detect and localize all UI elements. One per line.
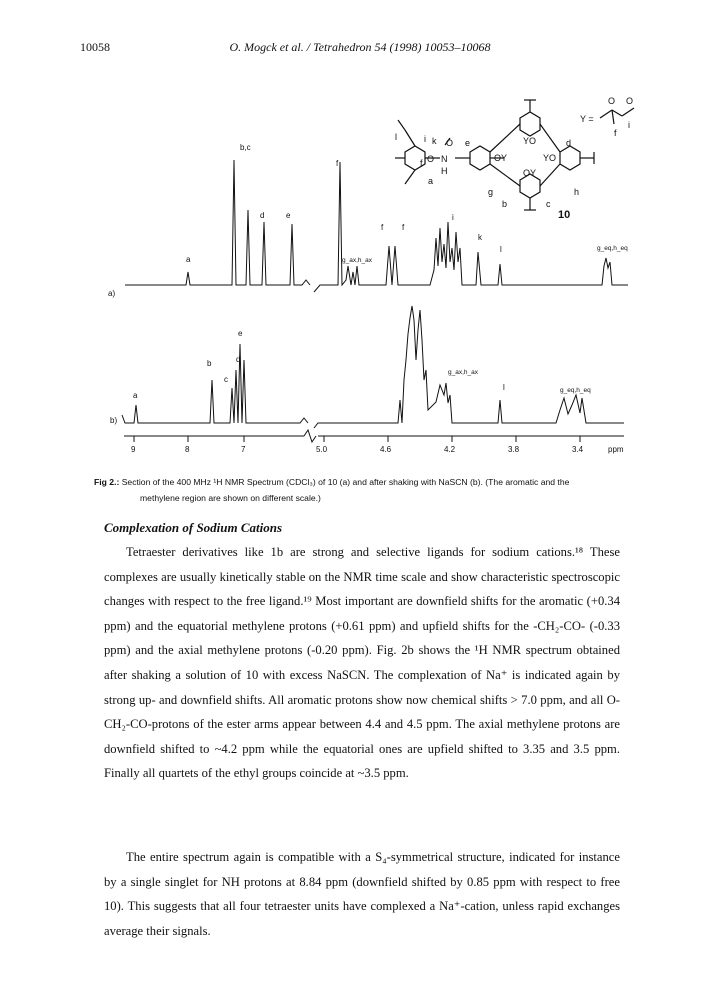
peak-label: f (336, 159, 339, 168)
paragraph-text: The entire spectrum again is compatible with a S₄-symmetrical structure, indicated for instance by a single singlet for NH protons at 8.84 ppm (downfield shifted by 0.85 ppm with respect to free 10). This suggests that all four tetraester units have complexed a Na⁺-cation, unless rapid exchanges average their signals. (104, 850, 620, 938)
compound-number: 10 (558, 209, 571, 221)
struct-label: f (420, 158, 423, 168)
peak-label: g_ax,h_ax (342, 257, 372, 264)
trace-a-labels (108, 143, 628, 298)
axis-tick-label: 4.6 (380, 445, 392, 454)
struct-label: O (446, 138, 454, 148)
struct-label: OY (523, 168, 537, 178)
struct-label: i (424, 134, 426, 144)
struct-label: f (614, 128, 617, 138)
peak-label: f (402, 223, 405, 232)
struct-label: e (465, 138, 471, 148)
peak-label: i (452, 213, 454, 222)
figure-caption (94, 474, 654, 506)
struct-label: h (574, 187, 580, 197)
axis-tick-label: 9 (131, 445, 136, 454)
trace-b-labels (110, 329, 591, 425)
peak-label: l (503, 383, 505, 392)
struct-label: a (428, 176, 434, 186)
struct-label: O (608, 96, 616, 106)
running-header: O. Mogck et al. / Tetrahedron 54 (1998) 10053–10068 (229, 40, 491, 54)
struct-label: H (441, 166, 448, 176)
peak-label: c (224, 375, 228, 384)
structure-labels (395, 96, 633, 221)
axis-tick-label: 4.2 (444, 445, 456, 454)
peak-label: k (478, 233, 482, 242)
axis-tick-label: 3.4 (572, 445, 584, 454)
struct-label: l (395, 132, 397, 142)
struct-label: i (628, 120, 630, 130)
paragraph-text: Tetraester derivatives like 1b are strong and selective ligands for sodium cations.¹⁸ These complexes are usually kinetically stable on the NMR time scale and show characteristic spectroscopic changes with respect to the free ligand.¹⁹ Most important are downfield shifts for the aromatic (+0.34 ppm) and the equatorial methylene protons (+0.61 ppm) and upfield shifts for the -CH₂-CO- (-0.33 ppm) and the axial methylene protons (-0.20 ppm). Fig. 2b shows the ¹H NMR spectrum obtained after shaking a solution of 10 with excess NaSCN. The complexation of Na⁺ is indicated again by strong up- and downfield shifts. All aromatic protons show now chemical shifts > 7.0 ppm, and all O-CH₂-CO-protons of the ester arms appear between 4.4 and 4.5 ppm. The axial methylene protons are downfield shifted to ~4.2 ppm while the equatorial ones are upfield shifted to 3.35 and 3.5 ppm. Finally all quartets of the ethyl groups coincide at ~3.5 ppm. (104, 545, 620, 781)
caption-label: Fig 2.: (94, 477, 120, 487)
peak-label: a (133, 391, 138, 400)
peak-label: f (381, 223, 384, 232)
ppm-axis (124, 430, 624, 442)
trace-b-label: b) (110, 416, 118, 425)
peak-label: d (260, 211, 265, 220)
peak-label: l (500, 245, 502, 254)
page-number: 10058 (80, 40, 110, 54)
axis-tick-label: 5.0 (316, 445, 328, 454)
axis-tick-label: 3.8 (508, 445, 520, 454)
peak-label: b,c (240, 143, 251, 152)
struct-label: O (427, 154, 435, 164)
ppm-axis-labels (131, 445, 624, 454)
trace-a-label: a) (108, 289, 116, 298)
body-paragraph (104, 540, 620, 786)
trace-b (122, 306, 624, 428)
struct-label: d (566, 138, 572, 148)
struct-label: k (432, 136, 437, 146)
peak-label: g_eq,h_eq (560, 387, 591, 394)
peak-label: e (238, 329, 243, 338)
struct-label: g (488, 187, 494, 197)
struct-label: O (626, 96, 634, 106)
peak-label: a (186, 255, 191, 264)
struct-label: YO (543, 153, 557, 163)
axis-tick-label: 7 (241, 445, 246, 454)
section-title: Complexation of Sodium Cations (104, 520, 283, 535)
struct-label: YO (523, 136, 537, 146)
peak-label: b (207, 359, 212, 368)
struct-label: N (441, 154, 448, 164)
caption-text-cont: methylene region are shown on different scale.) (140, 493, 321, 503)
peak-label: e (286, 211, 291, 220)
struct-label: OY (494, 153, 508, 163)
peak-label: g_ax,h_ax (448, 369, 478, 376)
struct-label: b (502, 199, 508, 209)
body-paragraph (104, 845, 620, 943)
struct-label: c (546, 199, 551, 209)
axis-unit-label: ppm (608, 445, 624, 454)
trace-a (125, 160, 628, 292)
y-label: Y = (580, 114, 594, 124)
peak-label: d (236, 355, 241, 364)
peak-label: g_eq,h_eq (597, 245, 628, 252)
nmr-figure (0, 0, 720, 470)
axis-tick-label: 8 (185, 445, 190, 454)
caption-text: Section of the 400 MHz ¹H NMR Spectrum (CDCl₃) of 10 (a) and after shaking with NaSCN (b). (The aromatic and the (121, 477, 570, 487)
